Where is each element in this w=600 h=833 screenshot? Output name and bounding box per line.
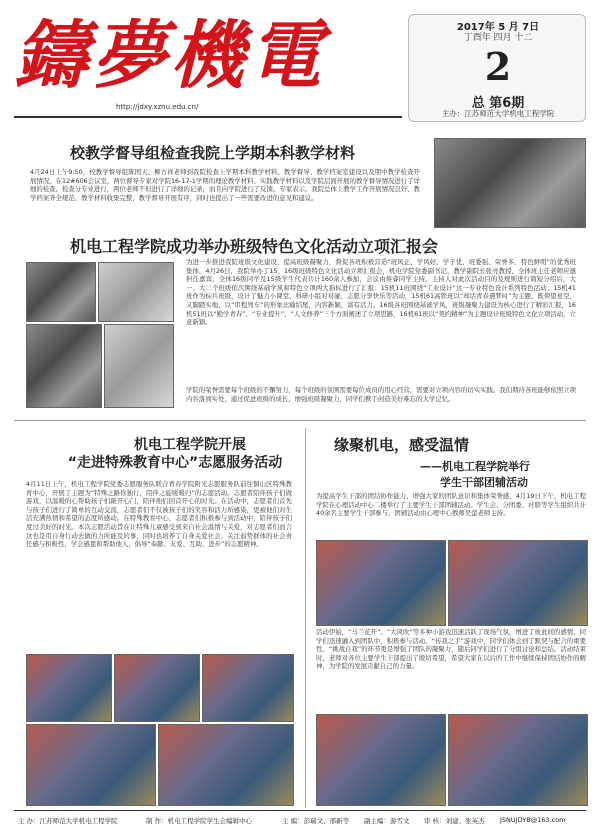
article3-photo-1 xyxy=(26,654,112,722)
article4-subhead1: ——机电工程学院举行 xyxy=(420,460,530,473)
masthead-title: 鑄夢機電 xyxy=(14,13,326,99)
article1-body: 4月24日上午9:50，校教学督导组陈国天、柳方祥老师到我院检查上学期本科教学材料、教学督导、教学档案室建设以及期中教学检查开展情况。在12#606会议室，两位督导专家对学院16-17-1学期的理论教学材料、实践教学材料以及学院层面开展的教学督导情况进行了详细的检查。检查分专业进行，两位老师不但进行了详细的记录，而且向学院进行了反馈。专家表示，我院总体上教学工作开展情况良好、教学档案齐全规范、教学材料收集完整，教学督导开展有序，同时也提出了一些需要改进的意见和建议。 xyxy=(30,168,420,202)
article2-body2: 学院的荣誉需要每个班级的不懈努力，每个班级的氛围需要每位成员的用心经营，需要对立项内容的切实实践。我们期待各班能够依照立项内容落到实处，通过促进班级的成长，增强班级凝聚力，同学们携手创造美好难忘的大学记忆。 xyxy=(186,386,576,403)
article1-headline: 校教学督导组检查我院上学期本科教学材料 xyxy=(70,144,356,162)
article2-photo-3 xyxy=(26,324,102,408)
article4-photo-4 xyxy=(448,714,588,806)
footer-email[interactable]: JSNUJDYB@163.com xyxy=(500,816,566,824)
article4-photo-3 xyxy=(316,714,446,806)
article2-headline: 机电工程学院成功举办班级特色文化活动立项汇报会 xyxy=(70,237,439,256)
article4-photo-2 xyxy=(448,540,588,626)
article3-headline-line1: 机电工程学院开展 xyxy=(134,437,246,453)
article4-photo-1 xyxy=(316,540,446,626)
article2-body: 为进一步推进我院班级文化建设，提高班级凝聚力，督促各班积极营造“班风正、学风好、学子优、班委强、荣誉多、特色鲜明”的优秀班集体，4月26日，我院举办了15、16级班级特色文化活动立项汇报会，机电学院党委副书记、教学副院长张亮教授、全体班主任老师应邀担任嘉宾，全体16级同学及15级学生代表共计160余人参加，会议由蔡睿同学主持。主持人对此次活动目的及规则进行简短分绍后，大一、大二个班级依次围绕基础学风和特色立项两大指标进行了汇报：15机11班围绕“工业设计”这一专业特色设计系列特色活动；15机41班作为标兵班级，设计了魅力小课堂、科研小组对对碰、志愿分享快乐等活动，15机61高铁班以“却话青春遇梦时”为主题，既仰望星空，又脚踏实地，以“串程列车”的形象比喻结尾，内容新颖，富有活力。16级各班围绕基础学风，班级凝聚力建设为核心进行了精彩汇报，16机51班以“勤学青春”、“专业提升”、“人文修养”三个方面阐述了立项思路，16机61班以“契约精神”为主题设计班级特色文化立项活动，立意新颖。 xyxy=(186,258,576,327)
article4-headline: 缘聚机电，感受温情 xyxy=(334,436,470,454)
article3-photo-2 xyxy=(114,654,200,722)
issue-date: 2017年 5 月 7日 xyxy=(456,22,540,33)
footer-reviewer: 审 核：刘建、张英杰 xyxy=(424,817,485,825)
footer-editor: 主 编：彭瑞文、邢新等 xyxy=(282,817,350,825)
sponsor-line: 主办：江苏师范大学机电工程学院 xyxy=(441,109,555,118)
section-divider xyxy=(14,420,586,421)
column-divider xyxy=(305,428,306,808)
article3-photo-3 xyxy=(202,654,294,722)
article4-body: 为提高学生干部的团结协作能力，增强大家的团队意识和集体荣誉感，4月19日下午，机电工程学院在心理活动中心二楼举行了主要学生干部团辅活动。学生会、分团委、社联等学生组织共计40余名主要学生干部参与，团辅活动由心理中心教师吴萤老师主持。 xyxy=(316,492,586,518)
total-issue: 总 第6期 xyxy=(471,96,525,111)
article3-headline-line2: “走进特殊教育中心”志愿服务活动 xyxy=(67,455,283,471)
issue-number: 2 xyxy=(484,44,512,89)
lunar-date: 丁酉年 四月 十二 xyxy=(463,33,533,43)
article4-body2: 活动伊始，“马兰花开”、“大风吹”等多种小游戏迅速活跃了现场气氛，增进了彼此间的感情。同学们迅速融入到团队中，积极参与活动。“传我之手”游戏中，同学们体会到了默契与配合的重要性。“挑战自我”的环节更是增强了团队的凝聚力，随后同学们进行了分组讨论和总结。活动结束时，老师对各位主要学生干部提出了殷切希望，希望大家在以后的工作中继续保持团结协作的精神，为学院的发展贡献自己的力量。 xyxy=(316,628,586,671)
footer xyxy=(14,810,586,829)
article3-photo-5 xyxy=(158,724,294,806)
website-url[interactable]: http://jdxy.xznu.edu.cn/ xyxy=(116,103,199,111)
article4-subhead2: 学生干部团辅活动 xyxy=(440,476,528,489)
footer-producer: 制 作：机电工程学院学生会编辑中心 xyxy=(146,817,253,825)
masthead-rule xyxy=(14,116,402,118)
article3-photo-4 xyxy=(26,724,156,806)
article2-photo-4 xyxy=(104,324,174,408)
article1-photo xyxy=(434,138,586,228)
article2-photo-2 xyxy=(98,262,174,322)
footer-deputy: 副主编：游雪文 xyxy=(364,817,410,825)
article3-body: 4月11日上午，机电工程学院党委志愿服务队联合青春学院附光志愿服务队前往铜山区特殊教育中心，开展了主题为“特殊之路你独行，陪伴之旋暖暖归”的志愿活动。志愿者陪伴孩子们做游戏，以温暖的心帮助孩子们敲开心门，陪伴他们回首开心的时光。在活动中，志愿者们首先与孩子们进行了简单的互动交流，志愿者们不仅被孩子们的笑容和活力所感染，更被他们对生活充满热情和希望的态度所感动。在特殊教育中心，志愿者们积极参与到活动中，陪伴孩子们度过美好的时光。本次志愿活动旨在让特殊儿童感受到来自社会温情与关爱，对志愿者们而言这也是用自身行动去做的力所能及的事，同时也培养了自身关爱社会、关注弱势群体的社会责任感与积极性，学会感恩和帮助他人，倡导“奉献、友爱、互助、进步”的志愿精神。 xyxy=(26,480,292,549)
footer-sponsor: 主 办：江苏师范大学机电工程学院 xyxy=(18,817,118,825)
article2-photo-1 xyxy=(26,262,96,322)
